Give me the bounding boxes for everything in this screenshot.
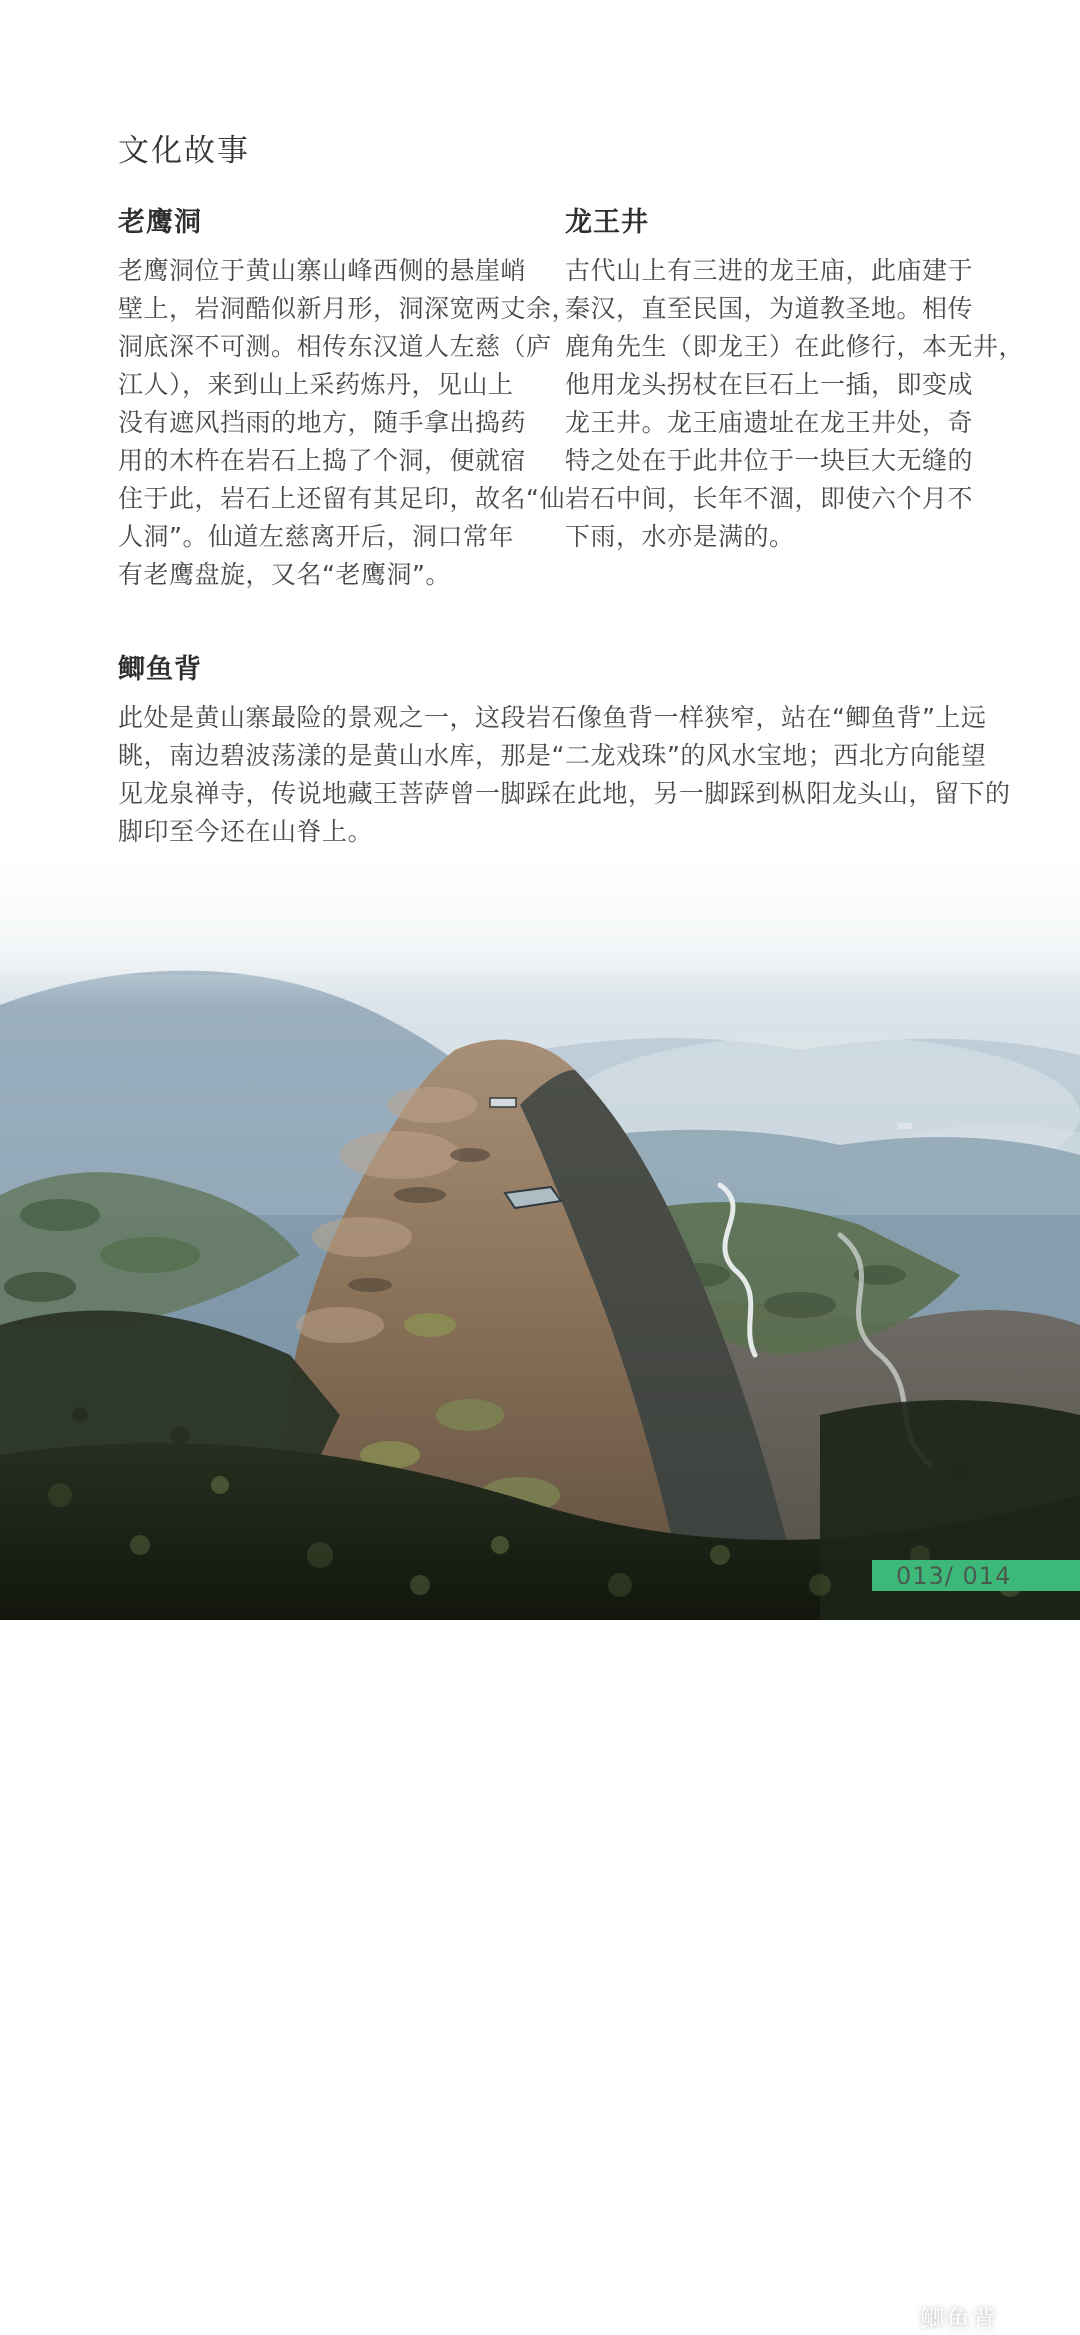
text-line: 秦汉，直至民国，为道教圣地。相传	[565, 294, 974, 323]
text-line: 用的木杵在岩石上捣了个洞，便就宿	[118, 446, 527, 475]
story-body-longwangjing	[565, 252, 1025, 556]
text-line: 见龙泉禅寺，传说地藏王菩萨曾一脚踩在此地，另一脚踩到枞阳龙头山，留下的	[118, 779, 1011, 808]
text-line: 岩石中间，长年不涸，即使六个月不	[565, 484, 974, 513]
story-longwangjing	[565, 206, 1025, 556]
page-title: 文化故事	[118, 133, 250, 169]
story-heading-laoyingdong: 老鹰洞	[118, 207, 202, 238]
story-laoyingdong	[118, 206, 578, 594]
aerial-photo-illustration	[0, 855, 1080, 1620]
text-line: 江人），来到山上采药炼丹，见山上	[118, 370, 514, 399]
story-heading-jiyubei: 鲫鱼背	[118, 654, 202, 685]
story-jiyubei	[118, 653, 1028, 851]
page-number: 013/ 014	[896, 1561, 1012, 1590]
text-line: 龙王井。龙王庙遗址在龙王井处，奇	[565, 408, 974, 437]
photo-caption: 鲫鱼背	[920, 2305, 998, 2333]
story-body-jiyubei	[118, 699, 1028, 851]
text-line: 没有遮风挡雨的地方，随手拿出捣药	[118, 408, 527, 437]
story-heading-longwangjing: 龙王井	[565, 207, 649, 238]
text-line: 下雨，水亦是满的。	[565, 522, 795, 551]
text-line: 此处是黄山寨最险的景观之一，这段岩石像鱼背一样狭窄，站在“鲫鱼背”上远	[118, 703, 987, 732]
text-line: 住于此，岩石上还留有其足印，故名“仙	[118, 484, 565, 513]
text-line: 有老鹰盘旋，又名“老鹰洞”。	[118, 560, 451, 589]
text-line: 壁上，岩洞酷似新月形，洞深宽两丈余，	[118, 294, 578, 323]
text-line: 脚印至今还在山脊上。	[118, 817, 374, 846]
text-line: 古代山上有三进的龙王庙，此庙建于	[565, 256, 974, 285]
aerial-photo	[0, 855, 1080, 2333]
text-line: 特之处在于此井位于一块巨大无缝的	[565, 446, 974, 475]
text-line: 洞底深不可测。相传东汉道人左慈（庐	[118, 332, 552, 361]
text-line: 人洞”。仙道左慈离开后，洞口常年	[118, 522, 514, 551]
story-body-laoyingdong	[118, 252, 578, 594]
page-number-badge	[872, 1560, 1080, 1591]
text-line: 他用龙头拐杖在巨石上一插，即变成	[565, 370, 974, 399]
text-line: 鹿角先生（即龙王）在此修行，本无井，	[565, 332, 1025, 361]
text-line: 老鹰洞位于黄山寨山峰西侧的悬崖峭	[118, 256, 527, 285]
text-line: 眺，南边碧波荡漾的是黄山水库，那是“二龙戏珠”的风水宝地；西北方向能望	[118, 741, 987, 770]
